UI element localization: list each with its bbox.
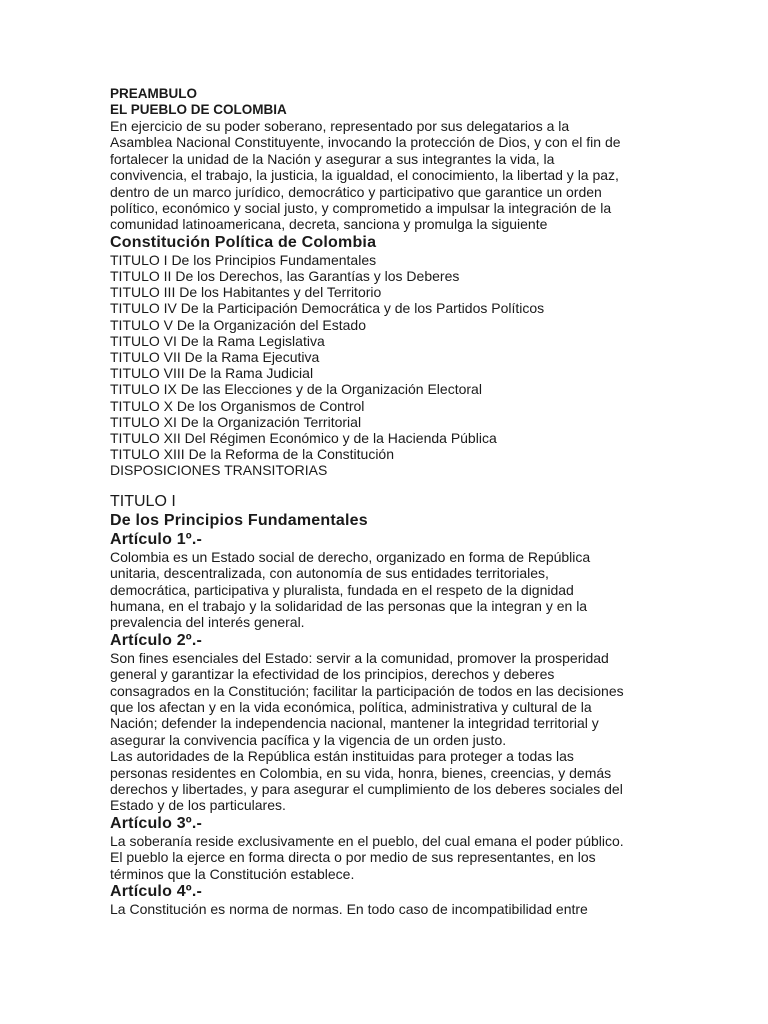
toc-item: TITULO X De los Organismos de Control xyxy=(110,397,365,414)
article-paragraph: Las autoridades de la República están instituidas para proteger a todas las personas residentes en Colombia, en su vida, honra, bienes, creencias, y demás derechos y libertades, y para asegurar el cumplimiento de los deberes sociales del Estado y de los particulares. xyxy=(110,748,623,814)
preamble-subheading: EL PUEBLO DE COLOMBIA xyxy=(110,102,287,117)
table-of-contents xyxy=(110,252,630,479)
toc-item: TITULO IX De las Elecciones y de la Organización Electoral xyxy=(110,381,482,398)
article-paragraph: La Constitución es norma de normas. En todo caso de incompatibilidad entre xyxy=(110,901,588,917)
article-paragraph: Son fines esenciales del Estado: servir a la comunidad, promover la prosperidad general y garantizar la efectividad de los principios, derechos y deberes consagrados en la Constitución; facilitar la participación de todos en las decisiones que los afectan y en la vida económica, política, administrativa y cultural de la Nación; defender la independencia nacional, mantener la integridad territorial y asegurar la convivencia pacífica y la vigencia de un orden justo. xyxy=(110,649,624,748)
toc-item: TITULO V De la Organización del Estado xyxy=(110,316,367,333)
toc-item: TITULO XII Del Régimen Económico y de la Hacienda Pública xyxy=(110,430,497,447)
titulo-name: De los Principios Fundamentales xyxy=(110,511,368,529)
article-4 xyxy=(110,883,630,917)
article-heading: Artículo 4º.- xyxy=(110,883,203,900)
titulo-label: TITULO I xyxy=(110,492,176,510)
toc-item: TITULO XI De la Organización Territorial xyxy=(110,413,362,430)
article-heading: Artículo 2º.- xyxy=(110,631,203,649)
toc-item: TITULO III De los Habitantes y del Territorio xyxy=(110,284,382,301)
toc-item: TITULO VI De la Rama Legislativa xyxy=(110,332,325,349)
toc-item: TITULO II De los Derechos, las Garantías y los Deberes xyxy=(110,268,460,285)
document-page xyxy=(110,86,630,917)
toc-item: DISPOSICIONES TRANSITORIAS xyxy=(110,462,328,479)
article-heading: Artículo 3º.- xyxy=(110,814,203,832)
constitution-title: Constitución Política de Colombia xyxy=(110,233,377,251)
article-2 xyxy=(110,632,630,814)
toc-item: TITULO I De los Principios Fundamentales xyxy=(110,251,377,268)
preamble-text: En ejercicio de su poder soberano, representado por sus delegatarios a la Asamblea Nacional Constituyente, invocando la protección de Dios, y con el fin de fortalecer la unidad de la Nación y asegurar a sus integrantes la vida, la convivencia, el trabajo, la justicia, la igualdad, el conocimiento, la libertad y la paz, dentro de un marco jurídico, democrático y participativo que garantice un orden político, económico y social justo, y comprometido a impulsar la integración de la comunidad latinoamericana, decreta, sanciona y promulga la siguiente xyxy=(110,118,621,233)
article-heading: Artículo 1º.- xyxy=(110,530,203,548)
article-paragraph: La soberanía reside exclusivamente en el pueblo, del cual emana el poder público. El pueblo la ejerce en forma directa o por medio de sus representantes, en los términos que la Constitución establece. xyxy=(110,832,624,882)
preamble-heading: PREAMBULO xyxy=(110,86,197,101)
article-paragraph: Colombia es un Estado social de derecho, organizado en forma de República unitaria, descentralizada, con autonomía de sus entidades territoriales, democrática, participativa y pluralista, fundada en el respeto de la dignidad humana, en el trabajo y la solidaridad de las personas que la integran y en la prevalencia del interés general. xyxy=(110,548,591,631)
article-3 xyxy=(110,815,630,882)
toc-item: TITULO XIII De la Reforma de la Constitución xyxy=(110,446,394,463)
toc-item: TITULO VIII De la Rama Judicial xyxy=(110,365,314,382)
toc-item: TITULO VII De la Rama Ejecutiva xyxy=(110,349,320,366)
article-1 xyxy=(110,531,630,631)
toc-item: TITULO IV De la Participación Democrática y de los Partidos Políticos xyxy=(110,300,545,317)
